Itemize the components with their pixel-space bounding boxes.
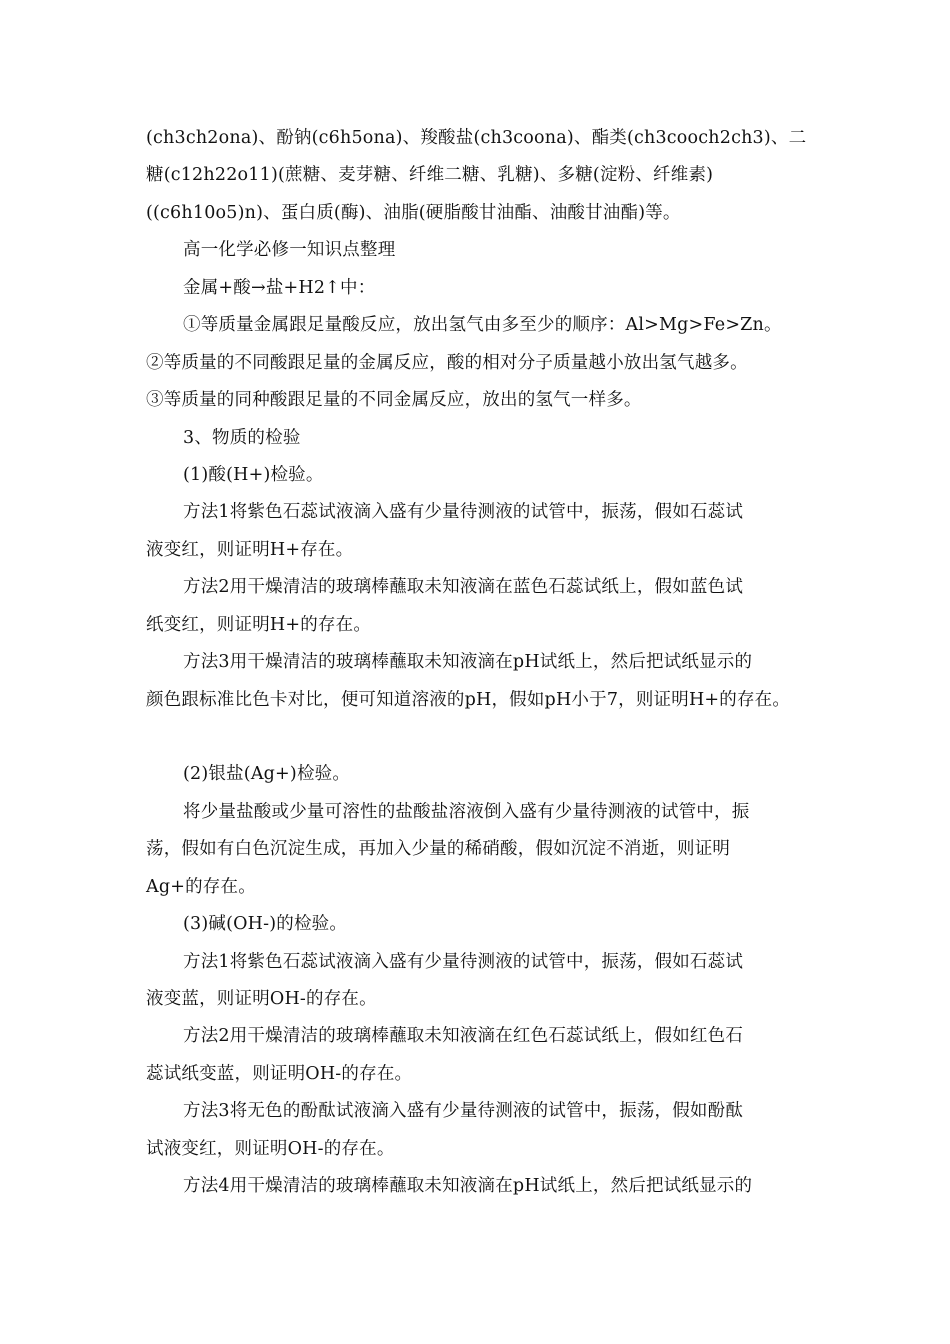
text-line: 荡，假如有白色沉淀生成，再加入少量的稀硝酸，假如沉淀不消逝，则证明 (146, 839, 731, 859)
subsection-heading: (1)酸(H+)检验。 (183, 465, 324, 485)
text-line: 糖(c12h22o11)(蔗糖、麦芽糖、纤维二糖、乳糖)、多糖(淀粉、纤维素) (146, 165, 714, 185)
text-line: 颜色跟标准比色卡对比，便可知道溶液的pH，假如pH小于7，则证明H+的存在。 (146, 690, 791, 710)
text-line: 方法1将紫色石蕊试液滴入盛有少量待测液的试管中，振荡，假如石蕊试 (183, 952, 744, 972)
text-line: 方法2用干燥清洁的玻璃棒蘸取未知液滴在蓝色石蕊试纸上，假如蓝色试 (183, 577, 744, 597)
text-line: 蕊试纸变蓝，则证明OH-的存在。 (146, 1064, 413, 1084)
subsection-heading: (3)碱(OH-)的检验。 (183, 914, 348, 934)
text-line: ((c6h10o5)n)、蛋白质(酶)、油脂(硬脂酸甘油酯、油酸甘油酯)等。 (146, 203, 681, 223)
list-item: ②等质量的不同酸跟足量的金属反应，酸的相对分子质量越小放出氢气越多。 (146, 353, 748, 373)
section-heading: 高一化学必修一知识点整理 (183, 240, 396, 260)
text-line: 将少量盐酸或少量可溶性的盐酸盐溶液倒入盛有少量待测液的试管中，振 (183, 802, 750, 822)
text-line: 方法2用干燥清洁的玻璃棒蘸取未知液滴在红色石蕊试纸上，假如红色石 (183, 1026, 744, 1046)
text-line: 金属+酸→盐+H2↑中： (183, 278, 376, 298)
text-line: 方法4用干燥清洁的玻璃棒蘸取未知液滴在pH试纸上，然后把试纸显示的 (183, 1176, 753, 1196)
text-line: 纸变红，则证明H+的存在。 (146, 615, 372, 635)
subsection-heading: (2)银盐(Ag+)检验。 (183, 764, 351, 784)
text-line: 液变蓝，则证明OH-的存在。 (146, 989, 377, 1009)
list-item: ①等质量金属跟足量酸反应，放出氢气由多至少的顺序：Al>Mg>Fe>Zn。 (183, 315, 782, 335)
section-heading: 3、物质的检验 (183, 428, 301, 448)
text-line: 方法3用干燥清洁的玻璃棒蘸取未知液滴在pH试纸上，然后把试纸显示的 (183, 652, 753, 672)
text-line: 方法1将紫色石蕊试液滴入盛有少量待测液的试管中，振荡，假如石蕊试 (183, 502, 744, 522)
text-line: Ag+的存在。 (146, 877, 256, 897)
text-line: 方法3将无色的酚酞试液滴入盛有少量待测液的试管中，振荡，假如酚酞 (183, 1101, 744, 1121)
list-item: ③等质量的同种酸跟足量的不同金属反应，放出的氢气一样多。 (146, 390, 642, 410)
text-line: 液变红，则证明H+存在。 (146, 540, 354, 560)
text-line: (ch3ch2ona)、酚钠(c6h5ona)、羧酸盐(ch3coona)、酯类(ch3cooch2ch3)、二 (146, 128, 807, 148)
text-line: 试液变红，则证明OH-的存在。 (146, 1139, 395, 1159)
